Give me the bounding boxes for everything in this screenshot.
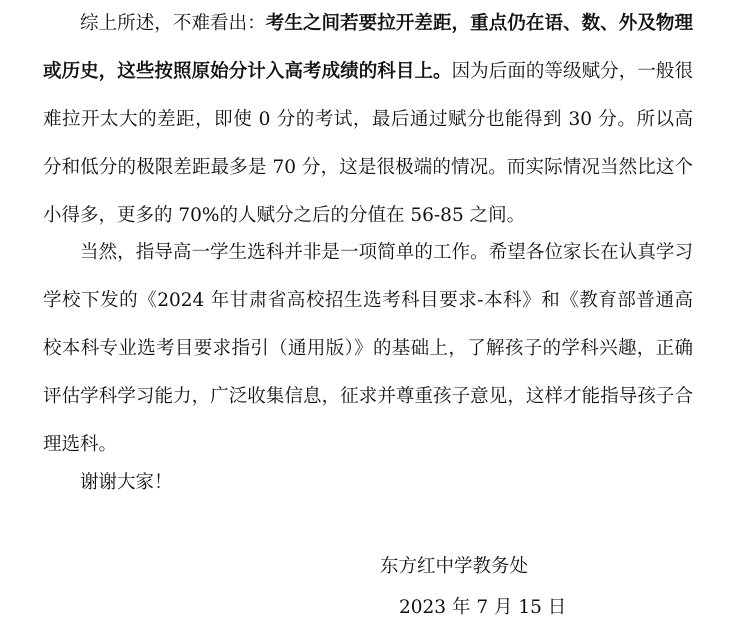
- thanks-text: 谢谢大家！: [80, 472, 173, 493]
- conclusion-key-point: 考生之间若要拉开差距，重点仍在语、数、外及物理或历史，这些按照原始分计入高考成绩的科目上。: [43, 13, 693, 82]
- guidance-text: 当然，指导高一学生选科并非是一项简单的工作。希望各位家长在认真学习学校下发的《2024 年甘肃省高校招生选考科目要求-本科》和《教育部普通高校本科专业选考目要求指引（通用版）》的基础上，了解孩子的学科兴趣，正确评估学科学习能力，广泛收集信息，征求并尊重孩子意见，这样才能指导孩子合理选科。: [43, 242, 693, 455]
- paragraph-conclusion: [43, 0, 693, 240]
- conclusion-intro: 综上所述，不难看出：: [80, 13, 266, 34]
- conclusion-explanation: 因为后面的等级赋分，一般很难拉开太大的差距，即使 0 分的考试，最后通过赋分也能得到 30 分。所以高分和低分的极限差距最多是 70 分，这是很极端的情况。而实际情况当然比这个小得多，更多的 70%的人赋分之后的分值在 56-85 之间。: [43, 61, 693, 226]
- paragraph-thanks: [43, 459, 693, 507]
- signature-date: 2023 年 7 月 15 日: [399, 597, 567, 618]
- paragraph-guidance: [43, 229, 693, 469]
- signature-organization: 东方红中学教务处: [380, 556, 529, 577]
